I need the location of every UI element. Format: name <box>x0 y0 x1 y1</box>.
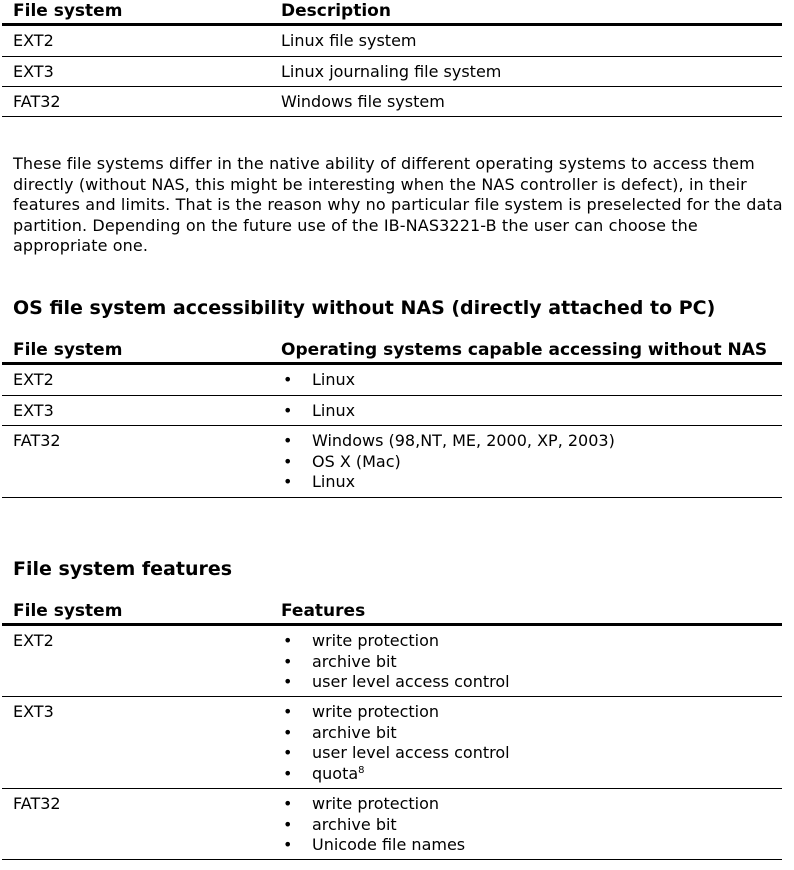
bullet-icon: • <box>283 702 293 721</box>
feature-list <box>281 631 510 693</box>
table-header <box>2 0 782 26</box>
list-item: • archive bit <box>283 722 397 742</box>
cell-file-system: FAT32 <box>13 431 61 450</box>
cell-file-system: EXT3 <box>13 702 54 721</box>
bullet-icon: • <box>283 743 293 762</box>
table-row <box>2 697 782 789</box>
bullet-icon: • <box>283 814 293 834</box>
table-row <box>2 87 782 117</box>
section-heading-os-accessibility: OS file system accessibility without NAS (directly attached to PC) <box>13 297 716 319</box>
list-item: • Unicode file names <box>283 835 466 854</box>
bullet-icon: • <box>283 794 293 813</box>
list-item: • OS X (Mac) <box>283 451 401 471</box>
cell-file-system: EXT2 <box>13 370 54 389</box>
list-item: • Linux <box>283 401 356 420</box>
cell-description: Linux journaling file system <box>281 62 502 81</box>
os-list <box>281 401 355 422</box>
table-row <box>2 396 782 426</box>
list-item: • archive bit <box>283 814 397 834</box>
cell-file-system: FAT32 <box>13 92 61 111</box>
table-row <box>2 626 782 697</box>
list-item: • archive bit <box>283 651 397 671</box>
bullet-icon: • <box>283 763 293 783</box>
bullet-icon: • <box>283 431 293 450</box>
table-header <box>2 339 782 365</box>
list-item: • user level access control <box>283 672 510 691</box>
cell-file-system: EXT2 <box>13 31 54 50</box>
table-row <box>2 57 782 87</box>
body-paragraph: These file systems differ in the native ability of different operating systems to access them directly (without NAS, this might be interesting when the NAS controller is defect), in their features and limits. That is the reason why no particular file system is preselected for the data partition. Depending on the future use of the IB-NAS3221-B the user can choose the appropriate one. <box>13 154 783 255</box>
file-system-table <box>2 0 782 117</box>
footnote-marker: 8 <box>358 764 365 776</box>
feature-list <box>281 794 465 856</box>
cell-file-system: EXT3 <box>13 401 54 420</box>
list-item: • Linux <box>283 370 356 389</box>
os-list <box>281 431 615 493</box>
list-item: • write protection <box>283 631 440 650</box>
list-item: • write protection <box>283 702 440 721</box>
bullet-icon: • <box>283 835 293 854</box>
cell-file-system: FAT32 <box>13 794 61 813</box>
column-header-file-system: File system <box>13 340 123 360</box>
bullet-icon: • <box>283 651 293 671</box>
table-row <box>2 426 782 498</box>
bullet-icon: • <box>283 631 293 650</box>
bullet-icon: • <box>283 401 293 420</box>
cell-file-system: EXT3 <box>13 62 54 81</box>
list-item: • Windows (98,NT, ME, 2000, XP, 2003) <box>283 431 615 450</box>
list-item: • quota$^8$ <box>283 763 365 783</box>
column-header-features: Features <box>281 601 366 621</box>
bullet-icon: • <box>283 472 293 491</box>
os-accessibility-table <box>2 339 782 498</box>
column-header-file-system: File system <box>13 601 123 621</box>
table-header <box>2 600 782 626</box>
section-heading-features: File system features <box>13 558 233 580</box>
bullet-icon: • <box>283 672 293 691</box>
features-table <box>2 600 782 860</box>
bullet-icon: • <box>283 370 293 389</box>
table-row <box>2 365 782 396</box>
cell-file-system: EXT2 <box>13 631 54 650</box>
list-item: • Linux <box>283 472 356 491</box>
feature-list <box>281 702 510 784</box>
table-row <box>2 789 782 860</box>
list-item: • write protection <box>283 794 440 813</box>
bullet-icon: • <box>283 451 293 471</box>
bullet-icon: • <box>283 722 293 742</box>
column-header-operating-systems: Operating systems capable accessing without NAS <box>281 340 768 360</box>
cell-description: Linux file system <box>281 31 417 50</box>
column-header-file-system: File system <box>13 1 123 21</box>
table-row <box>2 26 782 57</box>
os-list <box>281 370 355 391</box>
column-header-description: Description <box>281 1 391 21</box>
cell-description: Windows file system <box>281 92 445 111</box>
list-item: • user level access control <box>283 743 510 762</box>
